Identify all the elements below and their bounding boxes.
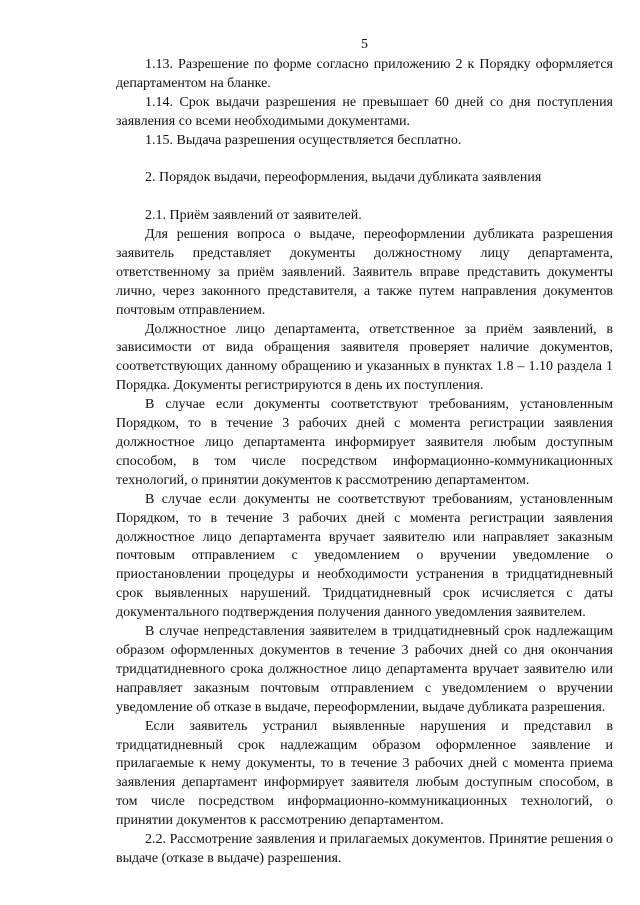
blank-line: [116, 150, 613, 169]
subsection-2-1-heading: 2.1. Приём заявлений от заявителей.: [145, 208, 362, 224]
page-number: 5: [361, 37, 368, 52]
blank-line: [116, 188, 613, 207]
paragraph-2-2: 2.2. Рассмотрение заявления и прилагаемых документов. Принятие решения о выдаче (отказе в выдаче) разрешения.: [116, 832, 613, 866]
paragraph-official-check: Должностное лицо департамента, ответственное за приём заявлений, в зависимости от вида обращения заявителя проверяет наличие документов, соответствующих данному обращению и указанных в пунктах 1.8 – 1.10 раздела 1 Порядка. Документы регистрируются в день их поступления.: [116, 321, 613, 394]
paragraph-violations-corrected: Если заявитель устранил выявленные нарушения и представил в тридцатидневный срок надлежащим образом оформленное заявление и прилагаемые к нему документы, то в течение 3 рабочих дней с момента приема заявления департамент информирует заявителя любым доступным способом, в том числе посредством информационно-коммуникационных технологий, о принятии документов к рассмотрению департаментом.: [116, 718, 613, 829]
paragraph-1-14: 1.14. Срок выдачи разрешения не превышает 60 дней со дня поступления заявления со всеми необходимыми документами.: [116, 94, 613, 129]
paragraph-1-15: 1.15. Выдача разрешения осуществляется бесплатно.: [145, 132, 462, 148]
paragraph-documents-not-submitted: В случае непредставления заявителем в тридцатидневный срок надлежащим образом оформленных документов в течение 3 рабочих дней со дня окончания тридцатидневного срока должностное лицо департамента вручает заявителю или направляет заказным почтовым отправлением с уведомлением о вручении уведомление об отказе в выдаче, переоформлении, выдаче дубликата разрешения.: [116, 624, 613, 715]
paragraph-document-submission: Для решения вопроса о выдаче, переоформлении дубликата разрешения заявитель представляет документы должностному лицу департамента, ответственному за приём заявлений. Заявитель вправе представить документы лично, через законного представителя, а также путем направления документов почтовым отправлением.: [116, 227, 613, 318]
section-2-heading: 2. Порядок выдачи, переоформления, выдачи дубликата заявления: [145, 170, 542, 186]
paragraph-1-13: 1.13. Разрешение по форме согласно приложению 2 к Порядку оформляется департаментом на бланке.: [116, 56, 613, 91]
paragraph-documents-not-comply: В случае если документы не соответствуют требованиям, установленным Порядком, то в течение 3 рабочих дней с момента регистрации заявления должностное лицо департамента вручает заявителю или направляет заказным почтовым отправлением с уведомлением о вручении уведомление о приостановлении процедуры и необходимости устранения в тридцатидневный срок выявленных нарушений. Тридцатидневный срок исчисляется с даты документального подтверждения получения данного уведомления заявителем.: [116, 491, 613, 621]
paragraph-documents-comply: В случае если документы соответствуют требованиям, установленным Порядком, то в течение 3 рабочих дней с момента регистрации заявления должностное лицо департамента информирует заявителя любым доступным способом, в том числе посредством информационно-коммуникационных технологий, о принятии документов к рассмотрению департаментом.: [116, 397, 613, 488]
